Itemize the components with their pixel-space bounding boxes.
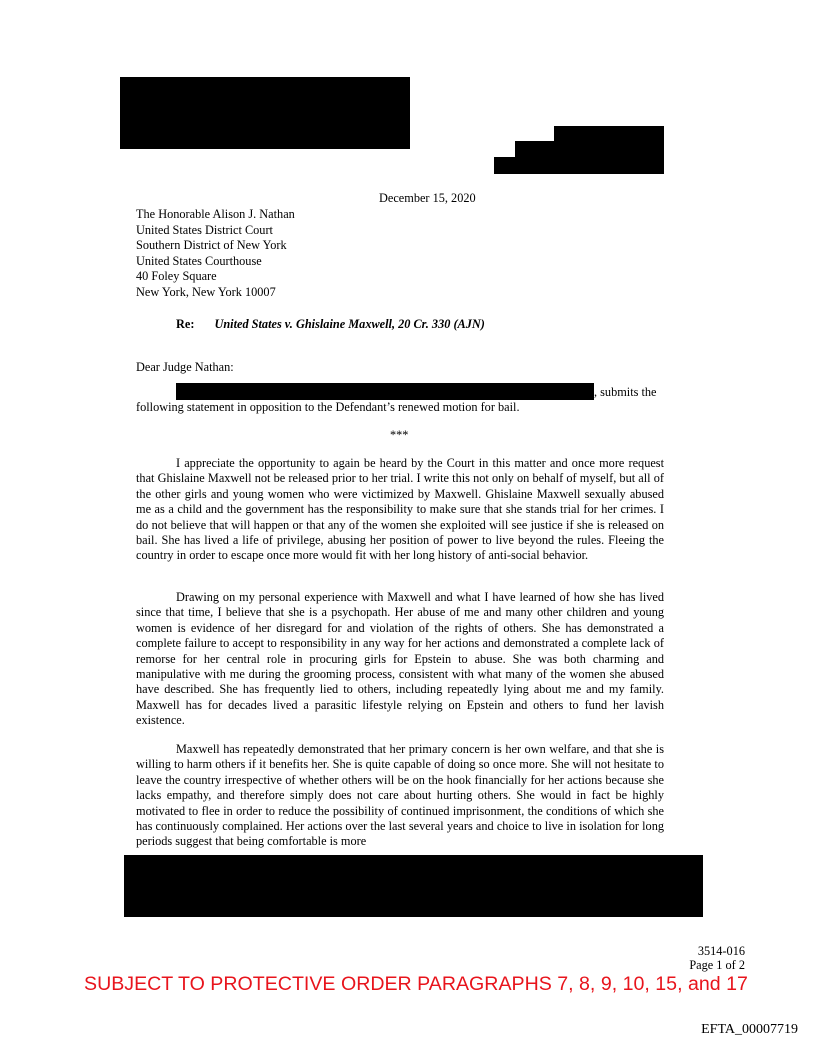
protective-order-notice: SUBJECT TO PROTECTIVE ORDER PARAGRAPHS 7, 8, 9, 10, 15, and 17 [84,973,748,995]
addressee-block [136,207,295,301]
redaction-bottom-block [124,855,703,917]
page-number: Page 1 of 2 [689,958,745,972]
intro-tail: , submits the [594,385,657,399]
address-line: New York, New York 10007 [136,284,276,299]
redaction-intro-name [176,383,594,400]
address-line: Southern District of New York [136,238,287,253]
redaction-sender-line-2 [515,141,664,158]
address-line: 40 Foley Square [136,269,217,284]
letter-date: December 15, 2020 [379,191,476,205]
address-line: United States Courthouse [136,253,262,268]
address-line: The Honorable Alison J. Nathan [136,207,295,221]
bates-number: EFTA_00007719 [701,1022,798,1037]
document-code: 3514-016 [697,944,745,958]
re-line [176,317,485,333]
intro-line: following statement in opposition to the Defendant’s renewed motion for bail. [136,400,520,414]
body-paragraph-1: I appreciate the opportunity to again be heard by the Court in this matter and once more request that Ghislaine Maxwell not be released prior to her trial. I write this not only on behalf of myself, but all of the other girls and young women who were victimized by Maxwell. Ghislaine Maxwell sexually abused me as a child and the government has the responsibility to make sure that she stands trial for her crimes. I do not believe that will happen or that any of the women she exploited will see justice if she is released on bail. She has lived a life of privilege, abusing her position of power to live beyond the rules. Fleeing the country in order to escape once more would fit with her long history of anti-social behavior. [136,456,664,563]
salutation: Dear Judge Nathan: [136,360,234,374]
redaction-sender-line-3 [494,157,664,174]
address-line: United States District Court [136,222,273,237]
re-case-caption: United States v. Ghislaine Maxwell, 20 Cr. 330 (AJN) [214,317,485,331]
re-label: Re: [176,317,195,331]
redaction-sender-line-1 [554,126,664,142]
redaction-letterhead [120,77,410,149]
section-separator: *** [390,428,409,442]
body-paragraph-2: Drawing on my personal experience with Maxwell and what I have learned of how she has lived since that time, I believe that she is a psychopath. Her abuse of me and many other children and young women is evidence of her disregard for and violation of the rights of others. She has demonstrated a complete failure to accept to responsibility in any way for her actions and demonstrated a complete lack of remorse for her central role in procuring girls for Epstein to abuse. She was both charming and manipulative with me during the grooming process, consistent with what many of the women she abused have described. She has frequently lied to others, including repeatedly lying about me and my family. Maxwell has for decades lived a parasitic lifestyle relying on Epstein and others to fund her lavish existence. [136,590,664,728]
body-paragraph-3: Maxwell has repeatedly demonstrated that her primary concern is her own welfare, and that she is willing to harm others if it benefits her. She is quite capable of doing so once more. She will not hesitate to leave the country irrespective of whether others will be on the hook financially for her actions because she lacks empathy, and therefore simply does not care about hurting others. She would in fact be highly motivated to flee in order to reduce the possibility of continued imprisonment, the conditions of which she has continuously complained. Her actions over the last several years and choice to live in isolation for long periods suggest that being comfortable is more [136,742,664,849]
